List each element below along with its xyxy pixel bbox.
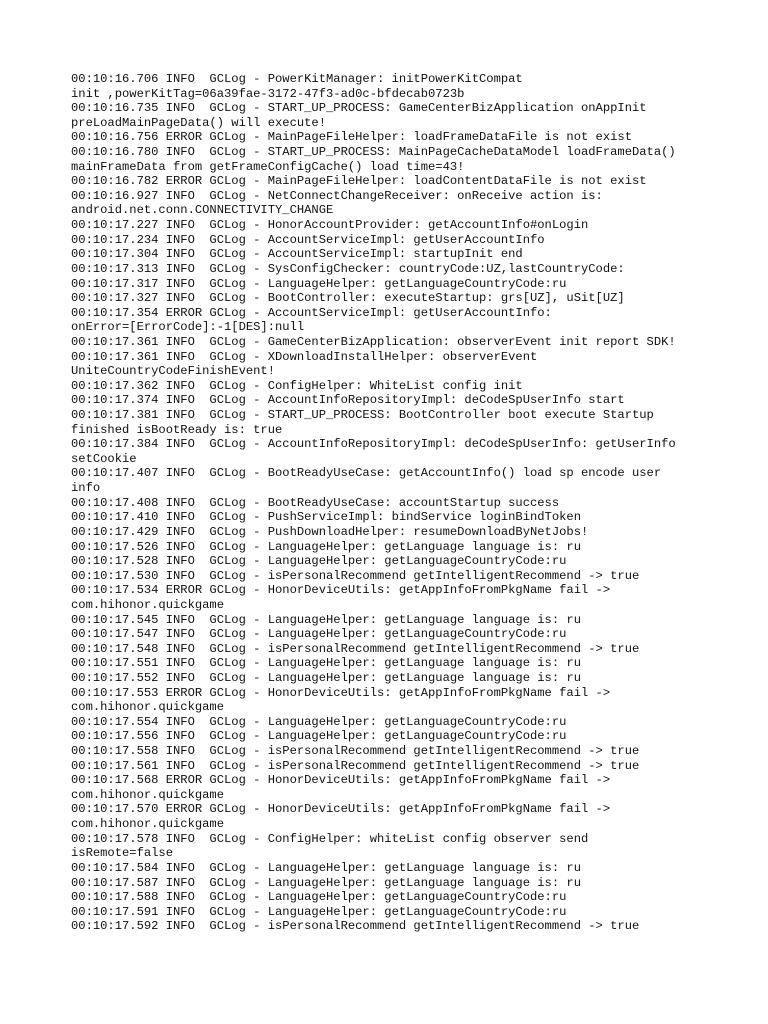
log-line: UniteCountryCodeFinishEvent! xyxy=(71,364,275,379)
log-line: 00:10:17.558 INFO GCLog - isPersonalRecommend getIntelligentRecommend -> true xyxy=(71,744,640,759)
log-line: 00:10:17.592 INFO GCLog - isPersonalRecommend getIntelligentRecommend -> true xyxy=(71,919,640,934)
log-line: com.hihonor.quickgame xyxy=(71,597,224,612)
log-line: com.hihonor.quickgame xyxy=(71,787,224,802)
log-line: 00:10:17.313 INFO GCLog - SysConfigChecker: countryCode:UZ,lastCountryCode: xyxy=(71,261,625,276)
log-line: com.hihonor.quickgame xyxy=(71,700,224,715)
log-line: 00:10:17.408 INFO GCLog - BootReadyUseCase: accountStartup success xyxy=(71,495,560,510)
log-line: 00:10:17.587 INFO GCLog - LanguageHelper: getLanguage language is: ru xyxy=(71,875,581,890)
log-line: 00:10:16.782 ERROR GCLog - MainPageFileHelper: loadContentDataFile is not exist xyxy=(71,174,647,189)
log-line: 00:10:17.552 INFO GCLog - LanguageHelper: getLanguage language is: ru xyxy=(71,670,581,685)
log-line: setCookie xyxy=(71,451,137,466)
log-line: 00:10:17.234 INFO GCLog - AccountServiceImpl: getUserAccountInfo xyxy=(71,232,545,247)
log-line: preLoadMainPageData() will execute! xyxy=(71,115,326,130)
log-line: android.net.conn.CONNECTIVITY_CHANGE xyxy=(71,203,334,218)
log-line: 00:10:17.570 ERROR GCLog - HonorDeviceUtils: getAppInfoFromPkgName fail -> xyxy=(71,802,611,817)
log-line: 00:10:16.780 INFO GCLog - START_UP_PROCESS: MainPageCacheDataModel loadFrameData() xyxy=(71,145,676,160)
log-line: 00:10:17.530 INFO GCLog - isPersonalRecommend getIntelligentRecommend -> true xyxy=(71,568,640,583)
log-line: 00:10:17.361 INFO GCLog - GameCenterBizApplication: observerEvent init report SDK! xyxy=(71,334,676,349)
log-line: 00:10:17.578 INFO GCLog - ConfigHelper: whiteList config observer send xyxy=(71,831,589,846)
log-line: 00:10:17.384 INFO GCLog - AccountInfoRepositoryImpl: deCodeSpUserInfo: getUserInfo xyxy=(71,437,676,452)
log-line: 00:10:17.354 ERROR GCLog - AccountServiceImpl: getUserAccountInfo: xyxy=(71,305,552,320)
log-line: 00:10:17.374 INFO GCLog - AccountInfoRepositoryImpl: deCodeSpUserInfo start xyxy=(71,393,625,408)
log-line: 00:10:17.561 INFO GCLog - isPersonalRecommend getIntelligentRecommend -> true xyxy=(71,758,640,773)
log-line: init ,powerKitTag=06a39fae-3172-47f3-ad0c-bfdecab0723b xyxy=(71,86,465,101)
log-line: 00:10:17.547 INFO GCLog - LanguageHelper: getLanguageCountryCode:ru xyxy=(71,627,567,642)
log-line: onError=[ErrorCode]:-1[DES]:null xyxy=(71,320,305,335)
log-line: 00:10:17.429 INFO GCLog - PushDownloadHelper: resumeDownloadByNetJobs! xyxy=(71,524,589,539)
log-line: 00:10:17.361 INFO GCLog - XDownloadInstallHelper: observerEvent xyxy=(71,349,538,364)
log-line: 00:10:17.526 INFO GCLog - LanguageHelper: getLanguage language is: ru xyxy=(71,539,581,554)
log-line: 00:10:17.554 INFO GCLog - LanguageHelper: getLanguageCountryCode:ru xyxy=(71,714,567,729)
log-line: 00:10:17.381 INFO GCLog - START_UP_PROCESS: BootController boot execute Startup xyxy=(71,408,654,423)
log-line: 00:10:17.545 INFO GCLog - LanguageHelper: getLanguage language is: ru xyxy=(71,612,581,627)
log-line: 00:10:17.317 INFO GCLog - LanguageHelper: getLanguageCountryCode:ru xyxy=(71,276,567,291)
log-line: 00:10:17.551 INFO GCLog - LanguageHelper: getLanguage language is: ru xyxy=(71,656,581,671)
log-line: 00:10:17.534 ERROR GCLog - HonorDeviceUtils: getAppInfoFromPkgName fail -> xyxy=(71,583,611,598)
log-line: com.hihonor.quickgame xyxy=(71,817,224,832)
log-line: 00:10:17.548 INFO GCLog - isPersonalRecommend getIntelligentRecommend -> true xyxy=(71,641,640,656)
log-text-block xyxy=(71,72,711,934)
log-line: 00:10:17.553 ERROR GCLog - HonorDeviceUtils: getAppInfoFromPkgName fail -> xyxy=(71,685,611,700)
log-line: 00:10:17.591 INFO GCLog - LanguageHelper: getLanguageCountryCode:ru xyxy=(71,904,567,919)
log-line: isRemote=false xyxy=(71,846,173,861)
log-line: 00:10:16.927 INFO GCLog - NetConnectChangeReceiver: onReceive action is: xyxy=(71,188,603,203)
log-line: 00:10:16.735 INFO GCLog - START_UP_PROCESS: GameCenterBizApplication onAppInit xyxy=(71,101,647,116)
log-line: finished isBootReady is: true xyxy=(71,422,283,437)
log-line: 00:10:17.568 ERROR GCLog - HonorDeviceUtils: getAppInfoFromPkgName fail -> xyxy=(71,773,611,788)
log-line: 00:10:17.407 INFO GCLog - BootReadyUseCase: getAccountInfo() load sp encode user xyxy=(71,466,662,481)
log-line: 00:10:16.756 ERROR GCLog - MainPageFileHelper: loadFrameDataFile is not exist xyxy=(71,130,632,145)
log-line: info xyxy=(71,481,101,496)
log-line: 00:10:17.227 INFO GCLog - HonorAccountProvider: getAccountInfo#onLogin xyxy=(71,218,589,233)
log-line: 00:10:17.556 INFO GCLog - LanguageHelper: getLanguageCountryCode:ru xyxy=(71,729,567,744)
log-line: 00:10:17.362 INFO GCLog - ConfigHelper: WhiteList config init xyxy=(71,378,523,393)
log-line: 00:10:17.304 INFO GCLog - AccountServiceImpl: startupInit end xyxy=(71,247,523,262)
log-line: mainFrameData from getFrameConfigCache() load time=43! xyxy=(71,159,465,174)
log-line: 00:10:17.327 INFO GCLog - BootController: executeStartup: grs[UZ], uSit[UZ] xyxy=(71,291,625,306)
log-line: 00:10:17.588 INFO GCLog - LanguageHelper: getLanguageCountryCode:ru xyxy=(71,890,567,905)
log-line: 00:10:17.410 INFO GCLog - PushServiceImpl: bindService loginBindToken xyxy=(71,510,581,525)
log-line: 00:10:17.528 INFO GCLog - LanguageHelper: getLanguageCountryCode:ru xyxy=(71,554,567,569)
log-line: 00:10:17.584 INFO GCLog - LanguageHelper: getLanguage language is: ru xyxy=(71,860,581,875)
log-line: 00:10:16.706 INFO GCLog - PowerKitManager: initPowerKitCompat xyxy=(71,72,523,86)
